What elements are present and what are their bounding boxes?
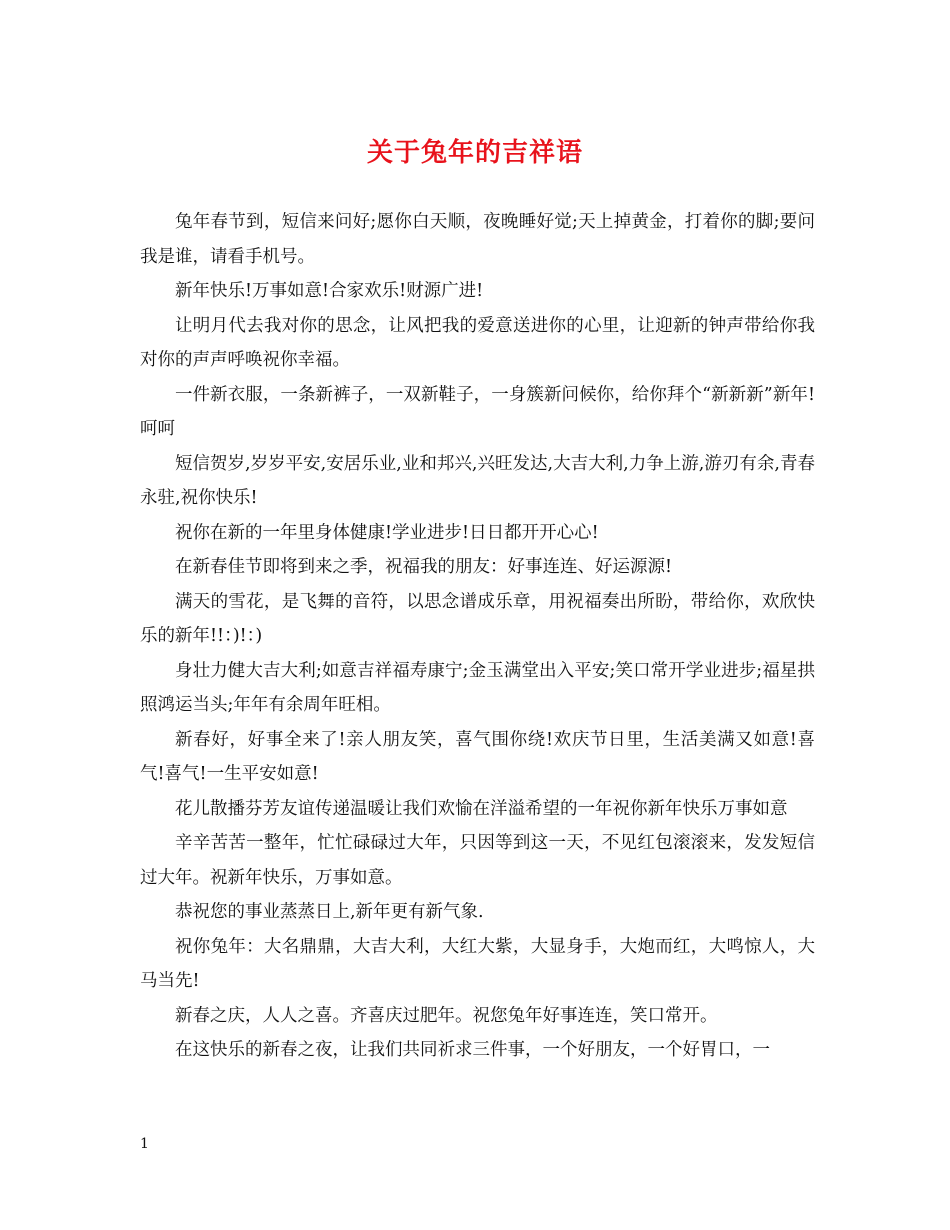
- paragraph: 短信贺岁,岁岁平安,安居乐业,业和邦兴,兴旺发达,大吉大利,力争上游,游刃有余,青春永驻,祝你快乐!: [140, 453, 815, 508]
- paragraph: 花儿散播芬芳友谊传递温暖让我们欢愉在洋溢希望的一年祝你新年快乐万事如意: [175, 798, 788, 819]
- paragraph: 兔年春节到，短信来问好;愿你白天顺，夜晚睡好觉;天上掉黄金，打着你的脚;要问我是谁，请看手机号。: [140, 212, 815, 267]
- page-title: 关于兔年的吉祥语: [366, 138, 583, 168]
- paragraph: 在新春佳节即将到来之季，祝福我的朋友：好事连连、好运源源!: [175, 557, 673, 577]
- paragraph: 恭祝您的事业蒸蒸日上,新年更有新气象.: [175, 902, 484, 922]
- document-body: [140, 205, 815, 1068]
- paragraph: 新春好，好事全来了!亲人朋友笑，喜气围你绕!欢庆节日里，生活美满又如意!喜气!喜气!一生平安如意!: [140, 729, 815, 784]
- paragraph: 一件新衣服，一条新裤子，一双新鞋子，一身簇新问候你，给你拜个“新新新”新年!呵呵: [140, 384, 815, 439]
- paragraph: 新春之庆，人人之喜。齐喜庆过肥年。祝您兔年好事连连，笑口常开。: [175, 1005, 718, 1026]
- paragraph: 祝你在新的一年里身体健康!学业进步!日日都开开心心!: [175, 522, 599, 543]
- paragraph: 祝你兔年：大名鼎鼎，大吉大利，大红大紫，大显身手，大炮而红，大鸣惊人，大马当先!: [140, 936, 815, 991]
- paragraph: 辛辛苦苦一整年，忙忙碌碌过大年，只因等到这一天，不见红包滚滚来，发发短信过大年。祝新年快乐，万事如意。: [140, 833, 815, 888]
- paragraph: 新年快乐!万事如意!合家欢乐!财源广进!: [175, 281, 484, 301]
- paragraph: 在这快乐的新春之夜，让我们共同祈求三件事，一个好朋友，一个好胃口，一: [175, 1040, 770, 1060]
- paragraph: 身壮力健大吉大利;如意吉祥福寿康宁;金玉满堂出入平安;笑口常开学业进步;福星拱照鸿运当头;年年有余周年旺相。: [140, 660, 815, 715]
- page-number: 1: [140, 1136, 149, 1152]
- paragraph: 满天的雪花，是飞舞的音符，以思念谱成乐章，用祝福奏出所盼，带给你，欢欣快乐的新年!!：)!：): [140, 591, 815, 646]
- paragraph: 让明月代去我对你的思念，让风把我的爱意送进你的心里，让迎新的钟声带给你我对你的声声呼唤祝你幸福。: [140, 315, 815, 370]
